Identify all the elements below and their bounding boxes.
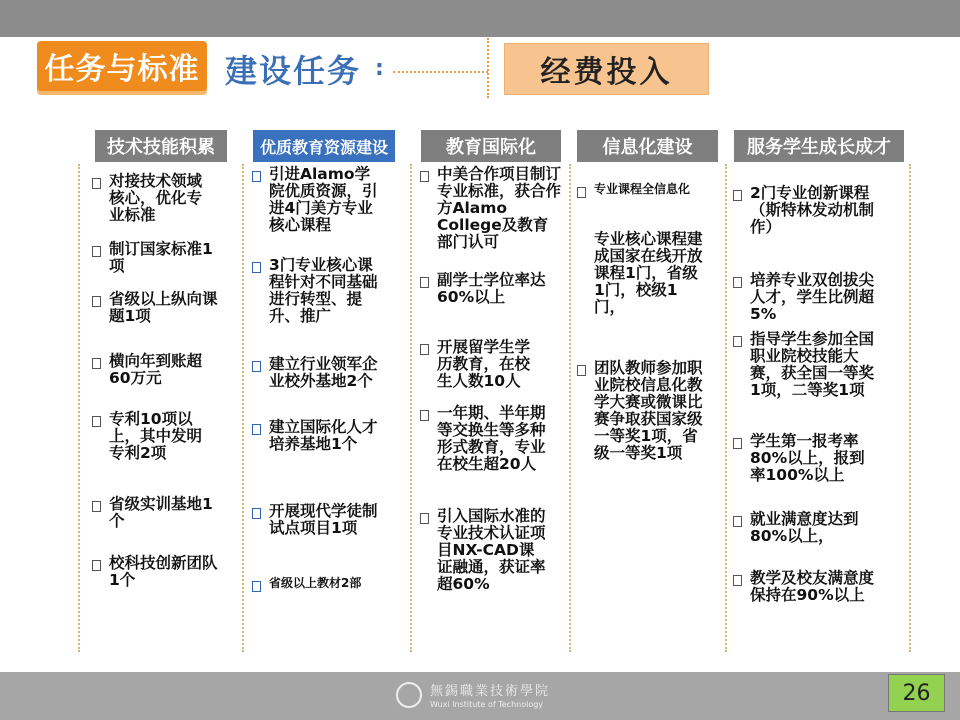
checkbox-icon — [733, 516, 742, 527]
list-item: 引入国际水准的专业技术认证项目NX-CAD课证融通，获证率超60% — [420, 508, 549, 593]
checkbox-icon — [733, 190, 742, 201]
column-divider — [78, 164, 80, 652]
column-divider — [569, 164, 571, 652]
column-divider — [725, 164, 727, 652]
checkbox-icon — [252, 361, 261, 372]
checkbox-icon — [92, 358, 101, 369]
list-item: 学生第一报考率80%以上，报到率100%以上 — [733, 433, 878, 484]
column-header-skills: 技术技能积累 — [95, 130, 227, 162]
list-item: 对接技术领域核心，优化专业标准 — [92, 173, 217, 224]
checkbox-icon — [577, 187, 586, 198]
list-item: 就业满意度达到80%以上， — [733, 511, 862, 545]
section-tag-text: 任务与标准 — [44, 52, 200, 87]
list-item: 2门专业创新课程（斯特林发动机制作） — [733, 185, 890, 236]
checkbox-icon — [252, 262, 261, 273]
school-logo — [396, 680, 550, 709]
connector-line-horizontal — [393, 71, 488, 73]
checkbox-icon — [92, 296, 101, 307]
school-emblem-icon — [396, 682, 422, 708]
checkbox-icon — [92, 501, 101, 512]
page-number: 26 — [888, 674, 945, 712]
list-item: 专业课程全信息化 — [577, 182, 714, 198]
column-divider — [909, 164, 911, 652]
list-item: 团队教师参加职业院校信息化教学大赛或微课比赛争取获国家级一等奖1项，省级一等奖1项 — [577, 360, 706, 462]
top-bar — [0, 0, 960, 37]
column-divider — [242, 164, 244, 652]
list-item: 建立国际化人才培养基地1个 — [252, 419, 381, 453]
school-name-cn: 無錫職業技術學院 — [430, 684, 551, 699]
list-item: 省级以上教材2部 — [252, 576, 399, 592]
list-item: 省级实训基地1个 — [92, 496, 221, 530]
checkbox-icon — [92, 246, 101, 257]
list-item: 专利10项以上，其中发明专利2项 — [92, 411, 205, 462]
checkbox-icon — [420, 277, 429, 288]
checkbox-icon — [420, 171, 429, 182]
list-item: 培养专业双创拔尖人才，学生比例超5% — [733, 272, 878, 323]
checkbox-icon — [252, 171, 261, 182]
list-item: 3门专业核心课程针对不同基础进行转型、提升、推广 — [252, 257, 381, 325]
list-item: 开展留学生学历教育，在校生人数10人 — [420, 339, 545, 390]
checkbox-icon — [92, 560, 101, 571]
checkbox-icon — [420, 513, 429, 524]
list-item: 开展现代学徒制试点项目1项 — [252, 503, 381, 537]
checkbox-icon — [577, 365, 586, 376]
highlight-box — [504, 43, 709, 95]
list-item: 建立行业领军企业校外基地2个 — [252, 356, 381, 390]
checkbox-icon — [733, 277, 742, 288]
list-item: 专业核心课程建成国家在线开放课程1门，省级1门，校级1门， — [594, 230, 703, 316]
list-item: 一年期、半年期等交换生等多种形式教育，专业在校生超20人 — [420, 405, 547, 473]
checkbox-icon — [92, 178, 101, 189]
checkbox-icon — [252, 424, 261, 435]
section-title: 建设任务 — [225, 52, 362, 90]
column-header-international: 教育国际化 — [421, 130, 561, 162]
list-item: 省级以上纵向课题1项 — [92, 291, 221, 325]
checkbox-icon — [252, 508, 261, 519]
checkbox-icon — [733, 438, 742, 449]
checkbox-icon — [420, 344, 429, 355]
list-item: 制订国家标准1项 — [92, 241, 221, 275]
column-divider — [410, 164, 412, 652]
list-item: 指导学生参加全国职业院校技能大赛，获全国一等奖1项，二等奖1项 — [733, 331, 878, 399]
checkbox-icon — [92, 416, 101, 427]
list-item: 教学及校友满意度保持在90%以上 — [733, 570, 878, 604]
checkbox-icon — [420, 410, 429, 421]
checkbox-icon — [733, 336, 742, 347]
section-tag — [37, 41, 207, 91]
list-item: 中美合作项目制订专业标准，获合作方Alamo College及教育部门认可 — [420, 166, 561, 251]
highlight-text: 经费投入 — [540, 55, 673, 90]
checkbox-icon — [733, 575, 742, 586]
column-header-student-services: 服务学生成长成才 — [734, 130, 904, 162]
list-item: 副学士学位率达60%以上 — [420, 272, 561, 306]
column-header-informatization: 信息化建设 — [577, 130, 718, 162]
list-item: 校科技创新团队1个 — [92, 555, 221, 589]
section-title-colon: : — [375, 56, 384, 81]
list-item: 引进Alamo学院优质资源，引进4门美方专业核心课程 — [252, 166, 381, 234]
connector-line-vertical — [487, 38, 489, 98]
school-name-en: Wuxi Institute of Technology — [430, 700, 544, 709]
column-header-resources: 优质教育资源建设 — [253, 130, 395, 162]
list-item: 横向年到账超60万元 — [92, 353, 221, 387]
checkbox-icon — [252, 581, 261, 592]
